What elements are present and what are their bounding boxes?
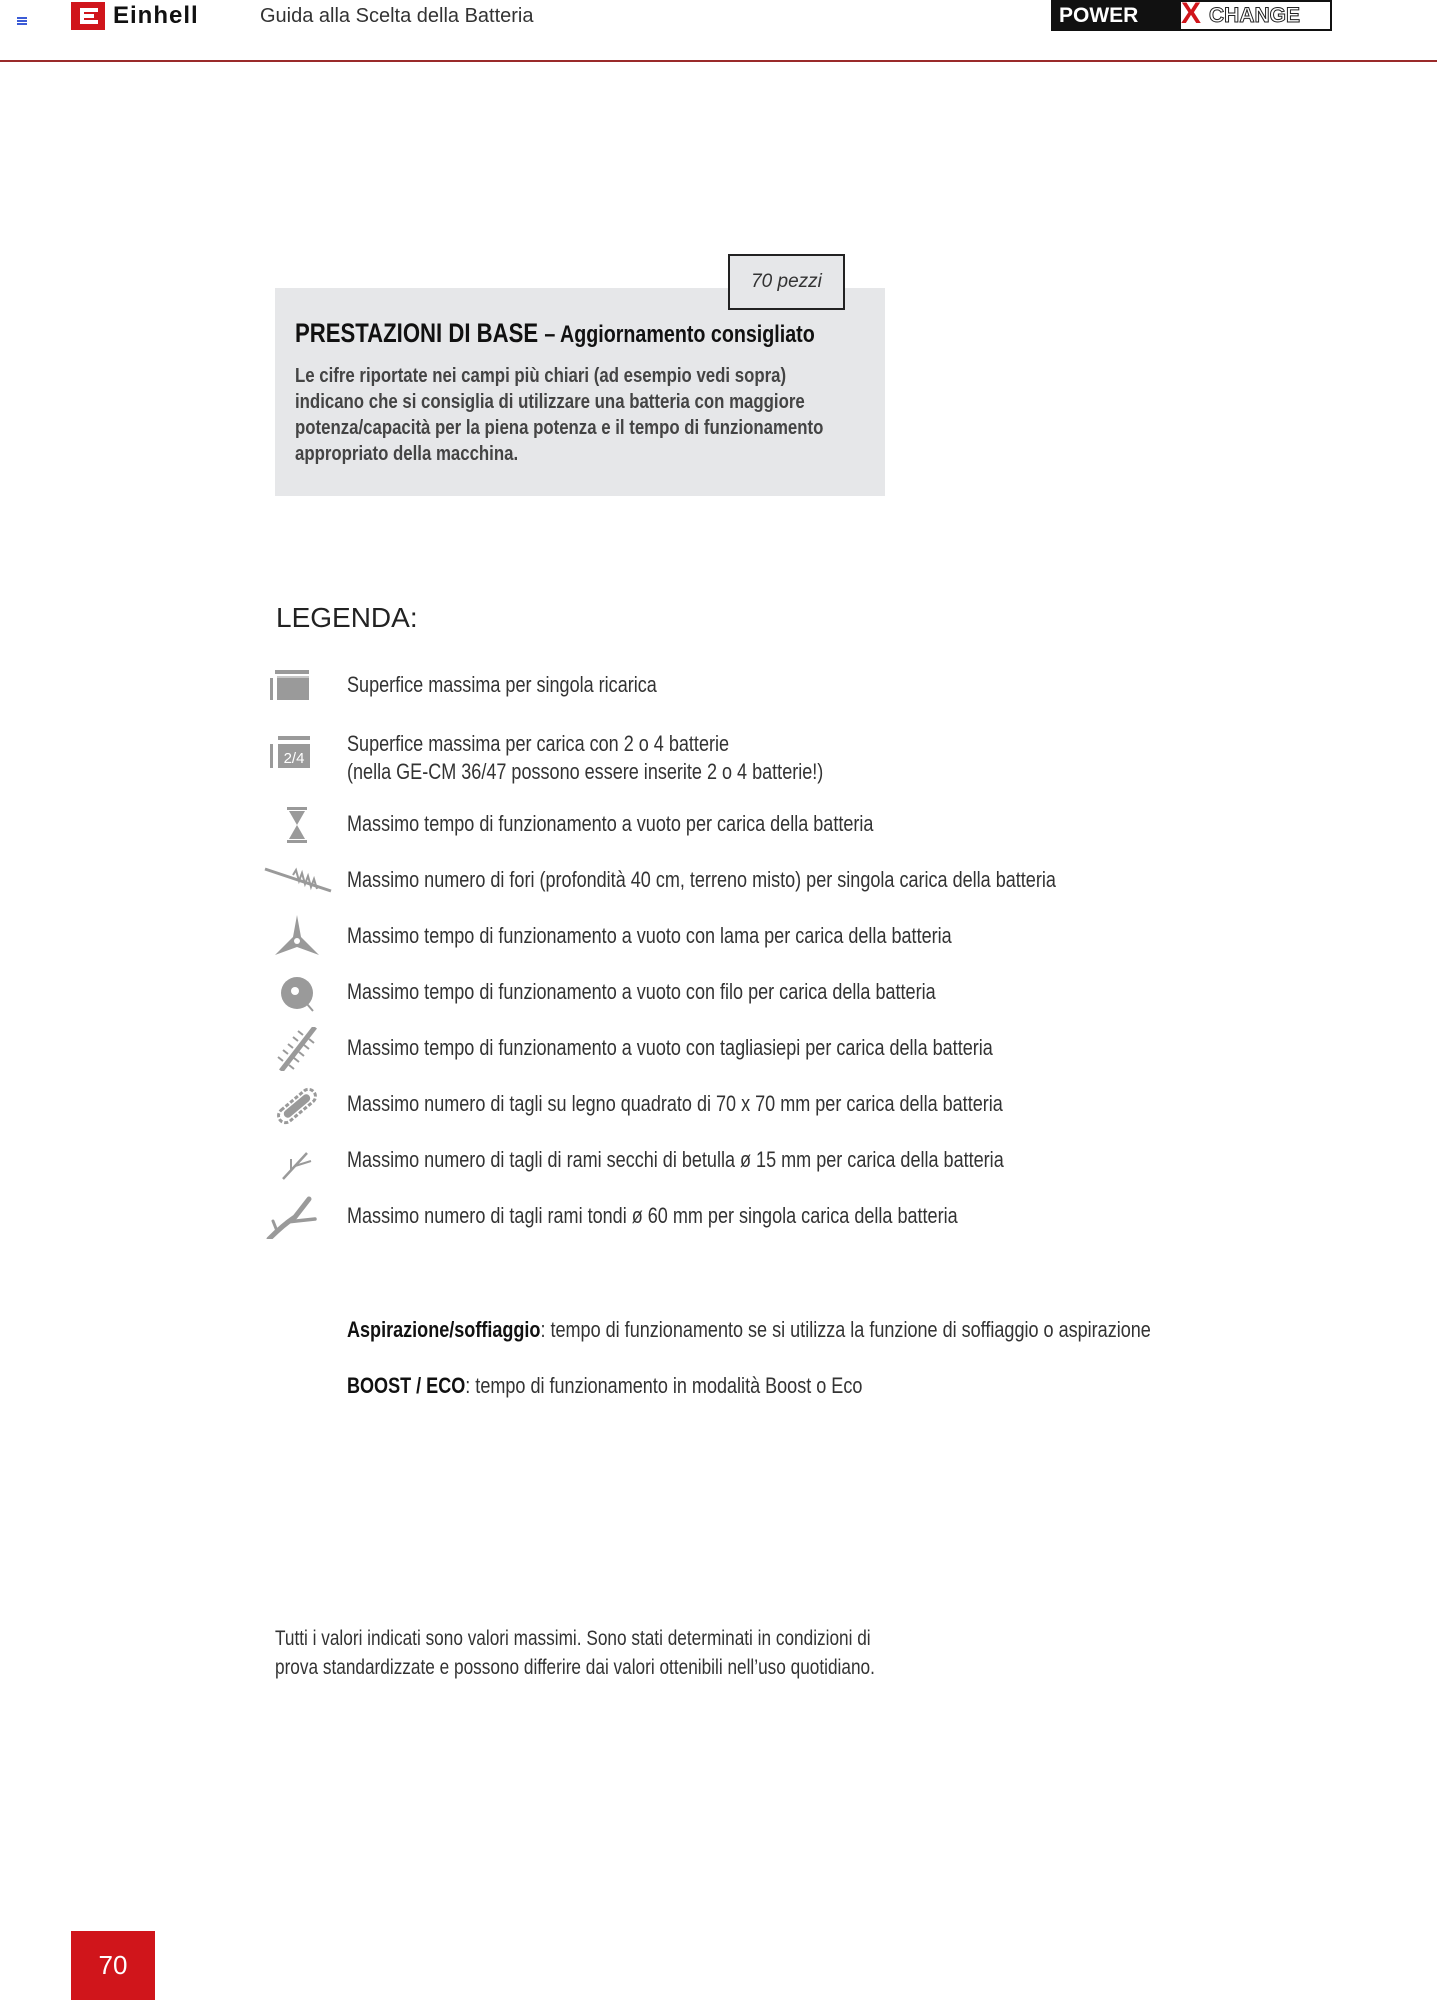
legend-item-text: Massimo numero di tagli su legno quadrato di 70 x 70 mm per carica della batteria xyxy=(347,1091,1003,1116)
power-x-change-logo xyxy=(1051,0,1332,31)
area-multi-badge: 2/4 xyxy=(283,750,305,767)
callout-body-line: indicano che si consiglia di utilizzare una batteria con maggiore xyxy=(295,391,805,413)
callout-title-main: PRESTAZIONI DI BASE xyxy=(295,318,539,348)
legend-item-text: Massimo tempo di funzionamento a vuoto per carica della batteria xyxy=(347,811,874,836)
recommendation-callout xyxy=(275,288,885,496)
legend-item-text-line: Superfice massima per carica con 2 o 4 batterie xyxy=(347,731,730,756)
legend-item xyxy=(263,730,1163,786)
auger-drill-icon xyxy=(263,859,335,903)
legend-item-text: Superfice massima per singola ricarica xyxy=(347,672,657,697)
px-x-text: X xyxy=(1181,0,1202,30)
legend-item-text xyxy=(347,730,823,786)
legend-item xyxy=(263,915,1163,959)
thick-branch-icon xyxy=(263,1195,323,1239)
page-title: Guida alla Scelta della Batteria xyxy=(260,5,534,27)
menu-icon[interactable] xyxy=(17,17,27,26)
callout-body-line: Le cifre riportate nei campi più chiari (ad esempio vedi sopra) xyxy=(295,365,787,387)
legend-item-text: Massimo numero di tagli di rami secchi di betulla ø 15 mm per carica della batteria xyxy=(347,1147,1004,1172)
legend-item-text-line: (nella GE-CM 36/47 possono essere inserite 2 o 4 batterie!) xyxy=(347,759,824,784)
legend-item xyxy=(263,1139,1163,1183)
legend-item-text: Massimo tempo di funzionamento a vuoto con tagliasiepi per carica della batteria xyxy=(347,1035,993,1060)
callout-body-line: potenza/capacità per la piena potenza e il tempo di funzionamento xyxy=(295,417,824,439)
note-label: Aspirazione/soffiaggio xyxy=(347,1317,541,1342)
legend-item xyxy=(263,1195,1163,1239)
disclaimer-line: prova standardizzate e possono differire dai valori ottenibili nell’uso quotidiano. xyxy=(275,1656,875,1679)
px-change-text: CHANGE xyxy=(1209,4,1301,27)
disclaimer-line: Tutti i valori indicati sono valori massimi. Sono stati determinati in condizioni di xyxy=(275,1627,871,1650)
callout-title xyxy=(295,318,815,349)
callout-body xyxy=(295,363,833,467)
hourglass-icon xyxy=(263,803,323,847)
legend-item xyxy=(263,1027,1163,1071)
legend-item xyxy=(263,971,1163,1015)
legend-item-text: Massimo tempo di funzionamento a vuoto con lama per carica della batteria xyxy=(347,923,952,948)
callout-example-tag: 70 pezzi xyxy=(728,254,845,310)
note-boost-eco xyxy=(347,1373,862,1399)
note-aspiration xyxy=(347,1317,1151,1343)
thin-branch-icon xyxy=(263,1139,323,1183)
chainsaw-bar-icon xyxy=(263,1083,323,1127)
line-spool-icon xyxy=(263,971,323,1015)
note-label: BOOST / ECO xyxy=(347,1373,466,1398)
hedge-trimmer-icon xyxy=(263,1027,323,1071)
note-text: : tempo di funzionamento se si utilizza la funzione di soffiaggio o aspirazione xyxy=(540,1317,1151,1342)
legend-item xyxy=(263,803,1163,847)
brand-name: Einhell xyxy=(113,2,199,29)
legend-title: LEGENDA: xyxy=(276,602,418,633)
legend-item xyxy=(263,664,1163,708)
legend-item xyxy=(263,859,1163,903)
blade-icon xyxy=(263,915,323,959)
legend-item xyxy=(263,1083,1163,1127)
page-header xyxy=(0,0,1437,62)
area-single-icon xyxy=(263,664,323,708)
disclaimer xyxy=(275,1624,875,1682)
page-number: 70 xyxy=(71,1931,155,2000)
einhell-logo-icon xyxy=(71,2,105,30)
note-text: : tempo di funzionamento in modalità Boost o Eco xyxy=(465,1373,863,1398)
px-power-text: POWER xyxy=(1053,2,1181,29)
legend-item-text: Massimo numero di fori (profondità 40 cm, terreno misto) per singola carica della batteria xyxy=(347,867,1056,892)
area-multi-battery-icon xyxy=(263,730,323,786)
callout-subtitle: – Aggiornamento consigliato xyxy=(544,321,815,348)
callout-body-line: appropriato della macchina. xyxy=(295,443,519,465)
legend-item-text: Massimo numero di tagli rami tondi ø 60 mm per singola carica della batteria xyxy=(347,1203,958,1228)
legend-item-text: Massimo tempo di funzionamento a vuoto con filo per carica della batteria xyxy=(347,979,936,1004)
